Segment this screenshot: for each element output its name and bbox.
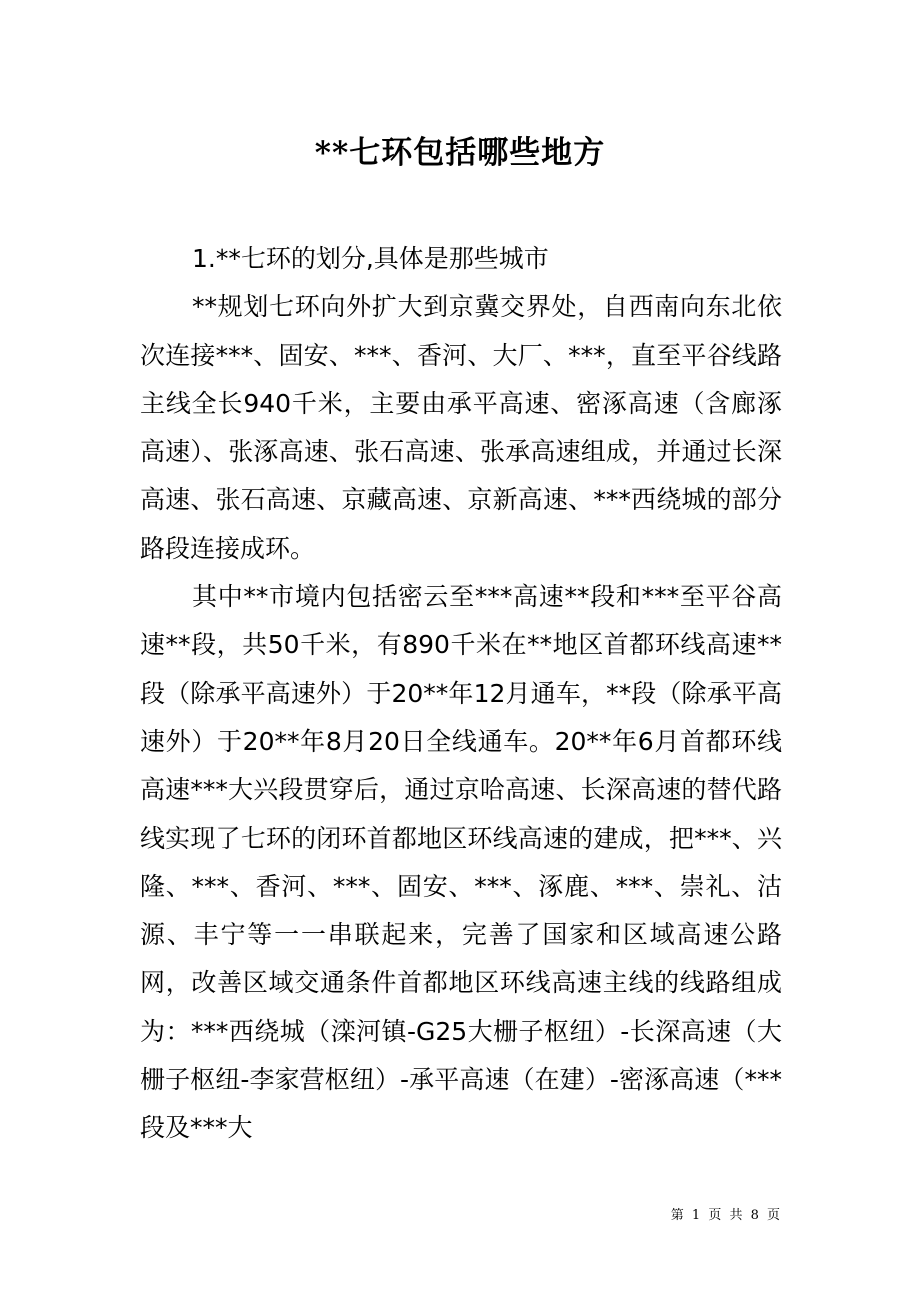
paragraph: 其中**市境内包括密云至***高速**段和***至平谷高速**段，共50千米，有890千米在**地区首都环线高速**段（除承平高速外）于20**年12月通车，**段（除承平高速外）于20**年8月20日全线通车。20**年6月首都环线高速***大兴段贯穿后，通过京哈高速、长深高速的替代路线实现了七环的闭环首都地区环线高速的建成，把***、兴隆、***、香河、***、固安、***、涿鹿、***、崇礼、沽源、丰宁等一一串联起来，完善了国家和区域高速公路网，改善区域交通条件首都地区环线高速主线的线路组成为：***西绕城（滦河镇-G25大栅子枢纽）-长深高速（大栅子枢纽-李家营枢纽）-承平高速（在建）-密涿高速（***段及***大 (140, 582, 782, 1143)
paragraph: **规划七环向外扩大到京冀交界处，自西南向东北依次连接***、固安、***、香河、大厂、***，直至平谷线路主线全长940千米，主要由承平高速、密涿高速（含廊涿高速）、张涿高速、张石高速、张承高速组成，并通过长深高速、张石高速、京藏高速、京新高速、***西绕城的部分路段连接成环。 (140, 292, 782, 563)
paragraph-heading: 1.**七环的划分,具体是那些城市 (192, 244, 549, 273)
page-number-footer: 第 1 页 共 8 页 (670, 1208, 782, 1223)
document-title: **七环包括哪些地方 (314, 135, 606, 171)
document-body (140, 235, 782, 1153)
